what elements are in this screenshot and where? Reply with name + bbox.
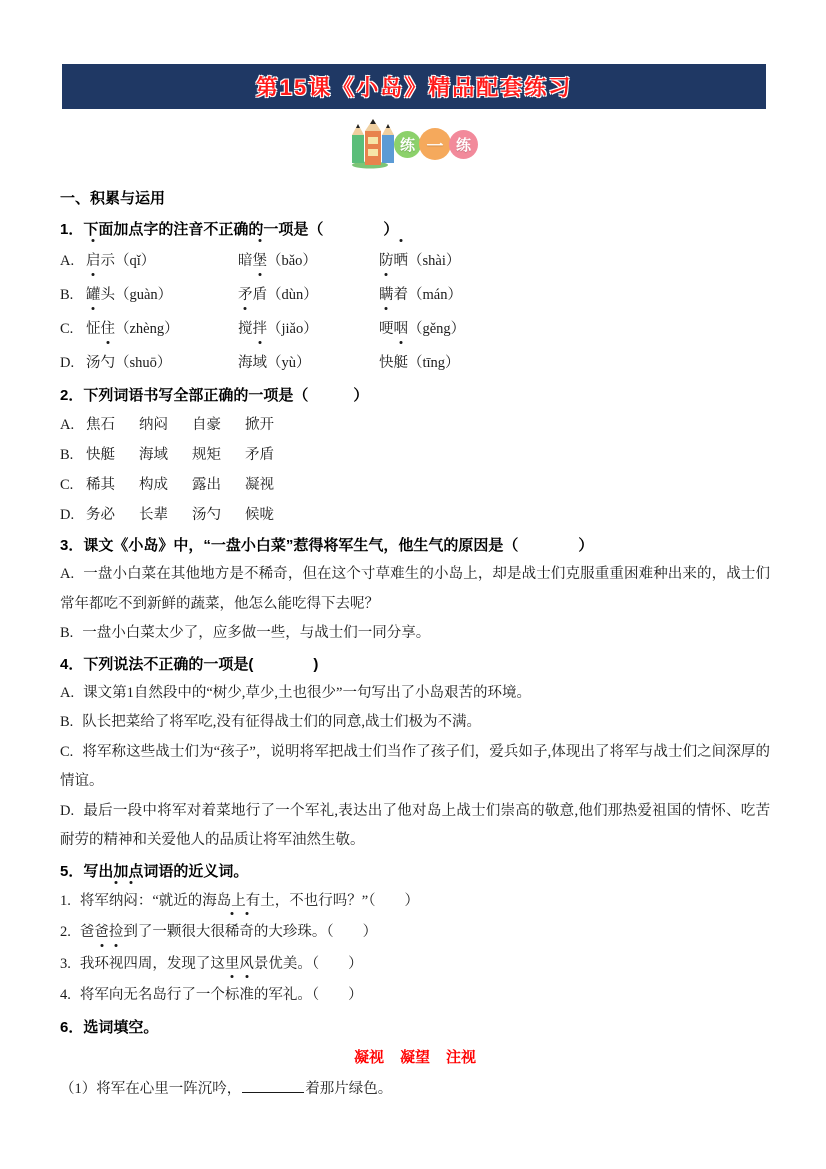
dotted-char: 堡 [253, 244, 268, 278]
option-word: 纳闷 [139, 417, 168, 433]
q1-options [60, 244, 770, 380]
badge-circles [396, 128, 478, 160]
dotted-word [109, 893, 138, 909]
option-text: 一盘小白菜在其他地方是不稀奇，但在这个寸草难生的小岛上，却是战士们克服重重困难种出来的，战士们常年都吃不到新鲜的蔬菜，他怎么能吃得下去呢？ [60, 566, 770, 612]
q4-options [60, 679, 770, 856]
badge-circle: 练 [449, 130, 478, 159]
pinyin: （guàn） [115, 287, 173, 303]
dotted-word [238, 312, 267, 346]
q2-option-row [60, 470, 770, 500]
q5-sentence [60, 886, 770, 918]
option-word: 快艇 [86, 447, 115, 463]
option-letter: A. [60, 684, 75, 701]
q5-title: 5．写出加点词语的近义词。 [60, 862, 249, 880]
q4-option-paragraph [60, 738, 770, 797]
option-letter: C. [60, 743, 74, 760]
dotted-word [86, 346, 115, 380]
word-with-pinyin [86, 346, 238, 380]
item-number: 4. [60, 987, 71, 1003]
q3-options [60, 560, 770, 649]
practice-badge [0, 118, 826, 170]
option-letter: A. [60, 417, 75, 433]
dotted-char: 纳 [109, 886, 124, 918]
word-bank-option: 凝望 [399, 1048, 430, 1066]
dotted-word [238, 346, 267, 380]
word-with-pinyin [86, 244, 238, 278]
dotted-char: 哽 [379, 312, 394, 346]
sentence-pre: 将军 [79, 892, 109, 909]
option-text: 将军称这些战士们为“孩子”，说明将军把战士们当作了孩子们，爱兵如子,体现出了将军与战士们之间深厚的情谊。 [60, 743, 770, 789]
q3-title: 3．课文《小岛》中，“一盘小白菜”惹得将军生气，他生气的原因是（ ） [60, 537, 594, 554]
dotted-char: 头 [100, 287, 115, 303]
pinyin: （qǐ） [115, 253, 156, 269]
option-letter: D. [60, 507, 75, 523]
word-bank-option: 注视 [446, 1048, 477, 1066]
dotted-word [94, 956, 123, 972]
dotted-char: 瞒 [379, 278, 394, 312]
option-word: 凝视 [245, 477, 274, 493]
dotted-char: 稀 [225, 917, 240, 949]
dotted-char: 搅 [238, 312, 253, 346]
pinyin: （bǎo） [267, 253, 317, 269]
q6-item-1 [60, 1074, 770, 1104]
dotted-char: 防 [379, 253, 394, 269]
option-word: 长辈 [139, 507, 168, 523]
option-word: 自豪 [192, 417, 221, 433]
word-with-pinyin [238, 346, 379, 380]
option-word: 候咙 [245, 507, 274, 523]
dotted-char: 晒 [394, 244, 409, 278]
dotted-word [86, 244, 115, 278]
option-text: 最后一段中将军对着菜地行了一个军礼,表达出了他对岛上战士们崇高的敬意,他们那热爱祖国的情怀、吃苦耐劳的精神和关爱他人的品质让将军油然生敬。 [60, 802, 770, 848]
dotted-char: 奇 [239, 917, 254, 949]
q1-option-row [60, 278, 770, 312]
item-number: 3. [60, 955, 71, 972]
option-word: 矛盾 [245, 447, 274, 463]
q2-title: 2．下列词语书写全部正确的一项是（ ） [60, 387, 369, 404]
lesson-banner [62, 64, 766, 109]
dotted-word [379, 346, 408, 380]
q4-option-paragraph [60, 679, 770, 709]
option-letter: D. [60, 355, 75, 371]
word-with-pinyin [86, 278, 238, 312]
worksheet-content [0, 170, 826, 1104]
q6-word-bank [60, 1044, 770, 1072]
dotted-char: 住 [100, 321, 115, 337]
dotted-char: 准 [239, 980, 254, 1012]
word-with-pinyin [379, 278, 462, 312]
option-text: 队长把菜给了将军吃,没有征得战士们的同意,战士们极为不满。 [82, 714, 482, 730]
item-number: 1. [60, 892, 71, 909]
dotted-char: 环 [94, 949, 109, 981]
dotted-char: 汤 [86, 355, 101, 371]
word-with-pinyin [379, 346, 460, 380]
q4-option-paragraph [60, 708, 770, 738]
q6-item-1-pre: （1）将军在心里一阵沉吟， [60, 1080, 242, 1097]
option-letter: A. [60, 566, 75, 582]
option-letter: C. [60, 477, 74, 493]
q1-title: 1．下面加点字的注音不正确的一项是（ ） [60, 221, 399, 238]
dotted-char: 咽 [393, 321, 408, 337]
dotted-char: 矛 [238, 287, 253, 303]
fill-in-blank [242, 1079, 304, 1093]
option-text: 课文第1自然段中的“树少,草少,土也很少”一句写出了小岛艰苦的环境。 [83, 684, 531, 701]
dotted-word [238, 278, 267, 312]
q2-options [60, 410, 770, 530]
option-word: 务必 [86, 507, 115, 523]
dotted-char: 怔 [86, 312, 101, 346]
dotted-word [86, 312, 115, 346]
dotted-char: 启 [86, 244, 101, 278]
dotted-char: 盾 [253, 278, 268, 312]
dotted-char: 视 [109, 949, 124, 981]
q2-option-row [60, 410, 770, 440]
q1-option-row [60, 312, 770, 346]
word-bank-option: 凝视 [353, 1048, 384, 1066]
page-title: 第15课《小岛》精品配套练习 [255, 75, 573, 100]
item-number: 2. [60, 924, 71, 940]
word-with-pinyin [379, 244, 460, 278]
option-word: 构成 [139, 477, 168, 493]
q1-option-row [60, 244, 770, 278]
option-letter: B. [60, 287, 74, 303]
q6-title: 6．选词填空。 [60, 1018, 159, 1036]
dotted-word [379, 278, 408, 312]
dotted-char: 勺 [101, 346, 116, 380]
badge-circle: 一 [419, 128, 451, 160]
pinyin: （shài） [408, 253, 461, 269]
dotted-word [225, 924, 254, 940]
sentence-post: 的军礼。（ ） [253, 987, 363, 1003]
pinyin: （dùn） [267, 287, 318, 303]
dotted-char: 暗 [238, 253, 253, 269]
sentence-pre: 将军向无名岛行了一个 [79, 987, 225, 1003]
dotted-word [379, 244, 408, 278]
option-letter: B. [60, 625, 74, 641]
dotted-word [238, 244, 267, 278]
dotted-char: 标 [225, 980, 240, 1012]
q1-option-row [60, 346, 770, 380]
dotted-char: 着 [393, 287, 408, 303]
option-text: 一盘小白菜太少了，应多做一些，与战士们一同分享。 [82, 625, 431, 641]
dotted-char: 海 [238, 355, 253, 371]
dotted-char: 罐 [86, 278, 101, 312]
dotted-char: 快 [379, 355, 394, 371]
pinyin: （zhèng） [115, 321, 179, 337]
dotted-char: 艇 [394, 346, 409, 380]
dotted-char: 拌 [252, 321, 267, 337]
sentence-pre: 我 [79, 955, 95, 972]
q4-title: 4．下列说法不正确的一项是( ) [60, 655, 319, 673]
dotted-word [86, 278, 115, 312]
word-with-pinyin [379, 312, 465, 346]
q4-option-paragraph [60, 797, 770, 856]
q5-sentence [60, 917, 770, 949]
pinyin: （yù） [267, 355, 311, 371]
option-word: 稀其 [86, 477, 115, 493]
q2-option-row [60, 440, 770, 470]
word-with-pinyin [238, 278, 379, 312]
option-word: 焦石 [86, 417, 115, 433]
sentence-post: 四周，发现了这里风景优美。（ ） [123, 955, 363, 972]
q5-sentence [60, 980, 770, 1012]
option-word: 掀开 [245, 417, 274, 433]
pinyin: （tīng） [408, 355, 460, 371]
badge-circle: 练 [394, 131, 421, 158]
q2-option-row [60, 500, 770, 530]
option-letter: B. [60, 447, 74, 463]
option-word: 海域 [139, 447, 168, 463]
dotted-char: 域 [253, 346, 268, 380]
pinyin: （gěng） [408, 321, 466, 337]
pinyin: （shuō） [115, 355, 172, 371]
q6-item-1-post: 着那片绿色。 [305, 1080, 393, 1097]
pinyin: （mán） [408, 287, 462, 303]
sentence-post: 的大珍珠。（ ） [253, 924, 378, 940]
q3-option-paragraph [60, 619, 770, 649]
q5-items [60, 886, 770, 1012]
q5-sentence [60, 949, 770, 981]
sentence-pre: 爸爸捡到了一颗很大很 [79, 924, 225, 940]
option-word: 露出 [192, 477, 221, 493]
q3-option-paragraph [60, 560, 770, 619]
dotted-char: 示 [100, 253, 115, 269]
option-letter: B. [60, 714, 74, 730]
dotted-word [225, 987, 254, 1003]
option-letter: D. [60, 802, 75, 819]
option-letter: A. [60, 253, 75, 269]
option-word: 规矩 [192, 447, 221, 463]
dotted-char: 闷 [123, 886, 138, 918]
option-letter: C. [60, 321, 74, 337]
option-word: 汤勺 [192, 507, 221, 523]
section-title: 一、积累与运用 [60, 190, 166, 207]
sentence-post: ：“就近的海岛上有土，不也行吗？”（ ） [137, 892, 419, 909]
pinyin: （jiǎo） [267, 321, 318, 337]
dotted-word [379, 312, 408, 346]
